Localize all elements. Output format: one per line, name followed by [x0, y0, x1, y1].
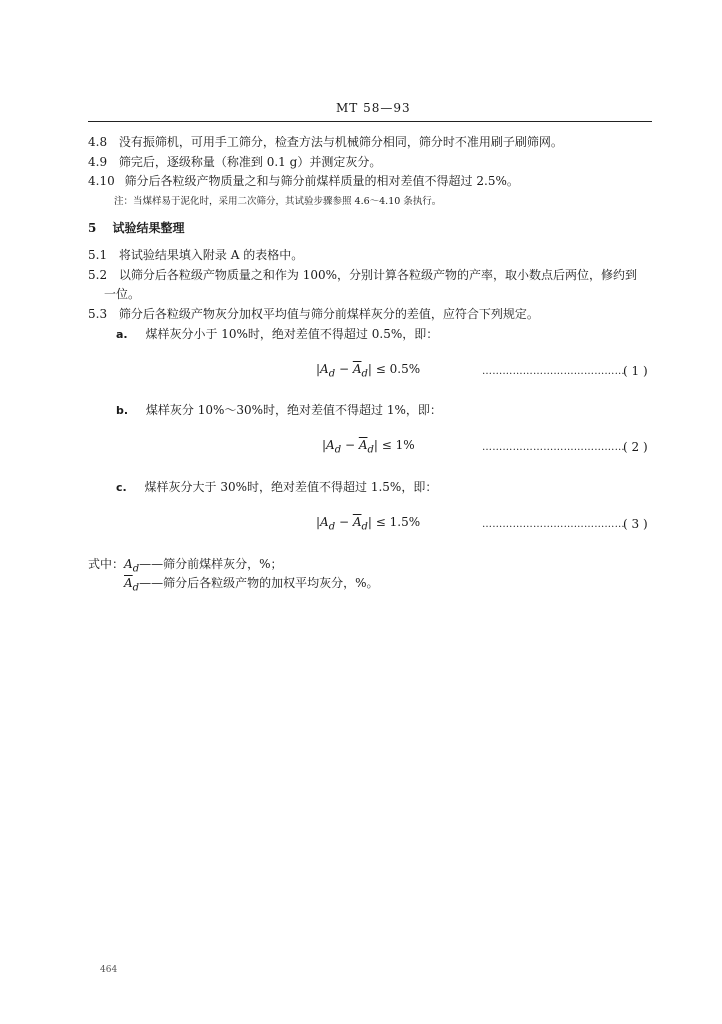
clause-text: 以筛分后各粒级产物质量之和作为 100%，分别计算各粒级产物的产率，取小数点后两位，修约到 — [118, 268, 638, 282]
where-line-2 — [124, 574, 378, 593]
var-a-bar: $\overline{A}$ — [358, 438, 368, 452]
clause-4-10 — [88, 172, 519, 189]
var-sub: d — [132, 582, 140, 594]
section-title: 试验结果整理 — [112, 221, 185, 235]
clause-number: 4.9 — [88, 155, 108, 169]
clause-4-9 — [88, 153, 381, 170]
var-sub: d — [132, 563, 140, 575]
case-text: 煤样灰分 10%～30%时，绝对差值不得超过 1%，即： — [145, 403, 442, 417]
section-heading-5 — [88, 219, 185, 236]
case-b — [116, 401, 442, 418]
clause-number: 4.10 — [88, 174, 115, 188]
case-label: b. — [116, 404, 129, 417]
page-number: 464 — [100, 965, 118, 975]
case-c — [116, 478, 437, 495]
clause-5-1 — [88, 246, 303, 263]
clause-number: 5.1 — [88, 248, 108, 262]
clause-number: 4.8 — [88, 135, 108, 149]
minus-sign: − — [335, 362, 353, 376]
clause-5-2-continuation: 一位。 — [104, 287, 141, 301]
document-header: MT 58—93 — [336, 101, 411, 115]
var-a: A — [326, 438, 335, 452]
minus-sign: − — [341, 438, 359, 452]
section-number: 5 — [88, 221, 97, 235]
where-prefix: 式中： — [88, 557, 125, 571]
clause-text: 将试验结果填入附录 A 的表格中。 — [118, 248, 304, 262]
var-sub: d — [367, 444, 374, 456]
clause-5-2 — [88, 266, 637, 283]
formula-2 — [322, 438, 415, 455]
where-line-1 — [88, 555, 283, 574]
clause-4-8 — [88, 133, 563, 150]
formula-rhs: | ≤ 1% — [373, 438, 415, 452]
clause-text: 筛分后各粒级产物灰分加权平均值与筛分前煤样灰分的差值，应符合下列规定。 — [118, 307, 539, 321]
formula-3 — [316, 515, 420, 532]
var-sub: d — [361, 521, 368, 533]
var-sub: d — [328, 368, 336, 380]
leader-dots: …………………………………… — [482, 519, 625, 530]
leader-dots: …………………………………… — [482, 366, 625, 377]
equation-number-3: ( 3 ) — [623, 517, 648, 531]
formula-rhs: | ≤ 1.5% — [367, 515, 421, 529]
equation-number-1: ( 1 ) — [623, 364, 648, 378]
case-a — [116, 325, 438, 342]
var-sub: d — [334, 444, 342, 456]
formula-rhs: | ≤ 0.5% — [367, 362, 421, 376]
var-a-bar: $\overline{A}$ — [352, 515, 362, 529]
note: 注：当煤样易于泥化时，采用二次筛分，其试验步骤参照 4.6～4.10 条执行。 — [114, 196, 442, 207]
leader-dots: …………………………………… — [482, 442, 625, 453]
where-definition-2: ——筛分后各粒级产物的加权平均灰分，%。 — [139, 576, 379, 590]
var-a: A — [320, 515, 329, 529]
case-label: a. — [116, 328, 128, 341]
formula-1 — [316, 362, 420, 379]
clause-text: 筛分后各粒级产物质量之和与筛分前煤样质量的相对差值不得超过 2.5%。 — [124, 174, 519, 188]
header-rule — [88, 121, 652, 122]
var-a-bar: $\overline{A}$ — [124, 576, 133, 590]
clause-number: 5.2 — [88, 268, 108, 282]
where-definition-1: ——筛分前煤样灰分，%； — [139, 557, 283, 571]
var-a: A — [124, 557, 133, 571]
clause-number: 5.3 — [88, 307, 108, 321]
equation-number-2: ( 2 ) — [623, 440, 648, 454]
case-text: 煤样灰分小于 10%时，绝对差值不得超过 0.5%，即： — [145, 327, 439, 341]
clause-text: 筛完后，逐级称量（称准到 0.1 g）并测定灰分。 — [118, 155, 382, 169]
abs-bar: | — [316, 515, 321, 529]
var-sub: d — [328, 521, 336, 533]
var-a-bar: $\overline{A}$ — [352, 362, 362, 376]
abs-bar: | — [316, 362, 321, 376]
case-label: c. — [116, 481, 127, 494]
clause-text: 没有振筛机，可用手工筛分，检查方法与机械筛分相同，筛分时不准用刷子刷筛网。 — [118, 135, 563, 149]
minus-sign: − — [335, 515, 353, 529]
var-a: A — [320, 362, 329, 376]
clause-5-3 — [88, 305, 539, 322]
var-sub: d — [361, 368, 368, 380]
abs-bar: | — [322, 438, 327, 452]
case-text: 煤样灰分大于 30%时，绝对差值不得超过 1.5%，即： — [144, 480, 438, 494]
